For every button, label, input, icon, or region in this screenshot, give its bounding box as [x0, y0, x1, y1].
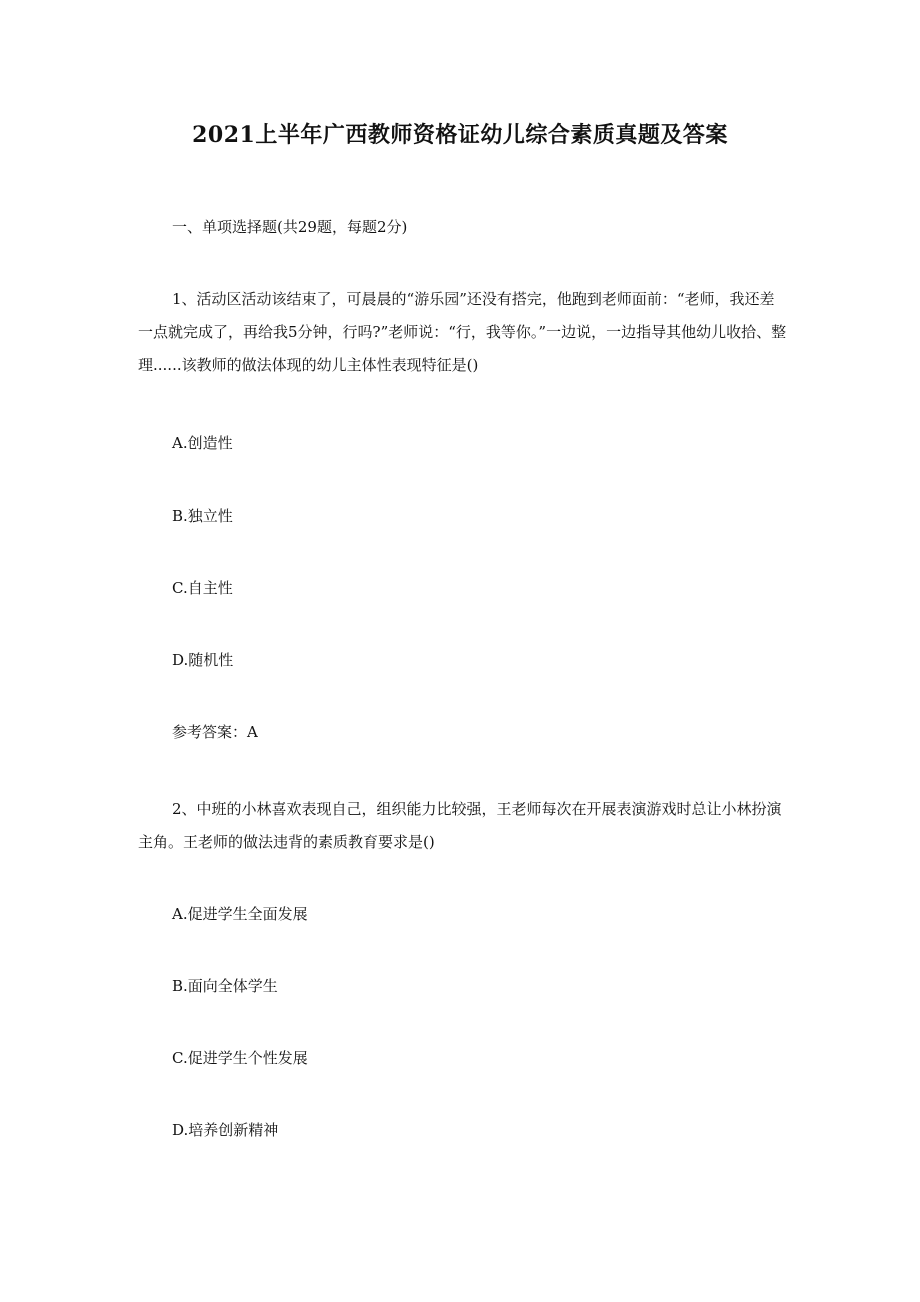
- question-1-option-b: B.独立性: [172, 507, 233, 525]
- question-2-option-d: D.培养创新精神: [172, 1121, 279, 1139]
- question-1-option-c: C.自主性: [172, 579, 233, 597]
- question-2-option-a: A.促进学生全面发展: [172, 905, 308, 923]
- question-1-option-d: D.随机性: [172, 651, 234, 669]
- document-title: 2021上半年广西教师资格证幼儿综合素质真题及答案: [192, 122, 728, 148]
- question-1-option-a: A.创造性: [172, 434, 233, 452]
- question-2-stem: 2、中班的小林喜欢表现自己，组织能力比较强，王老师每次在开展表演游戏时总让小林扮演主角。王老师的做法违背的素质教育要求是(): [138, 800, 782, 851]
- section-heading: 一、单项选择题(共29题，每题2分): [172, 218, 408, 236]
- question-2-option-c: C.促进学生个性发展: [172, 1049, 308, 1067]
- question-1-answer: 参考答案：A: [172, 723, 258, 741]
- question-1-stem: 1、活动区活动该结束了，可晨晨的“游乐园”还没有搭完，他跑到老师面前：“老师，我还差一点就完成了，再给我5分钟，行吗?”老师说：“行，我等你。”一边说，一边指导其他幼儿收拾、整理......该教师的做法体现的幼儿主体性表现特征是(): [138, 290, 787, 374]
- question-2-option-b: B.面向全体学生: [172, 977, 278, 995]
